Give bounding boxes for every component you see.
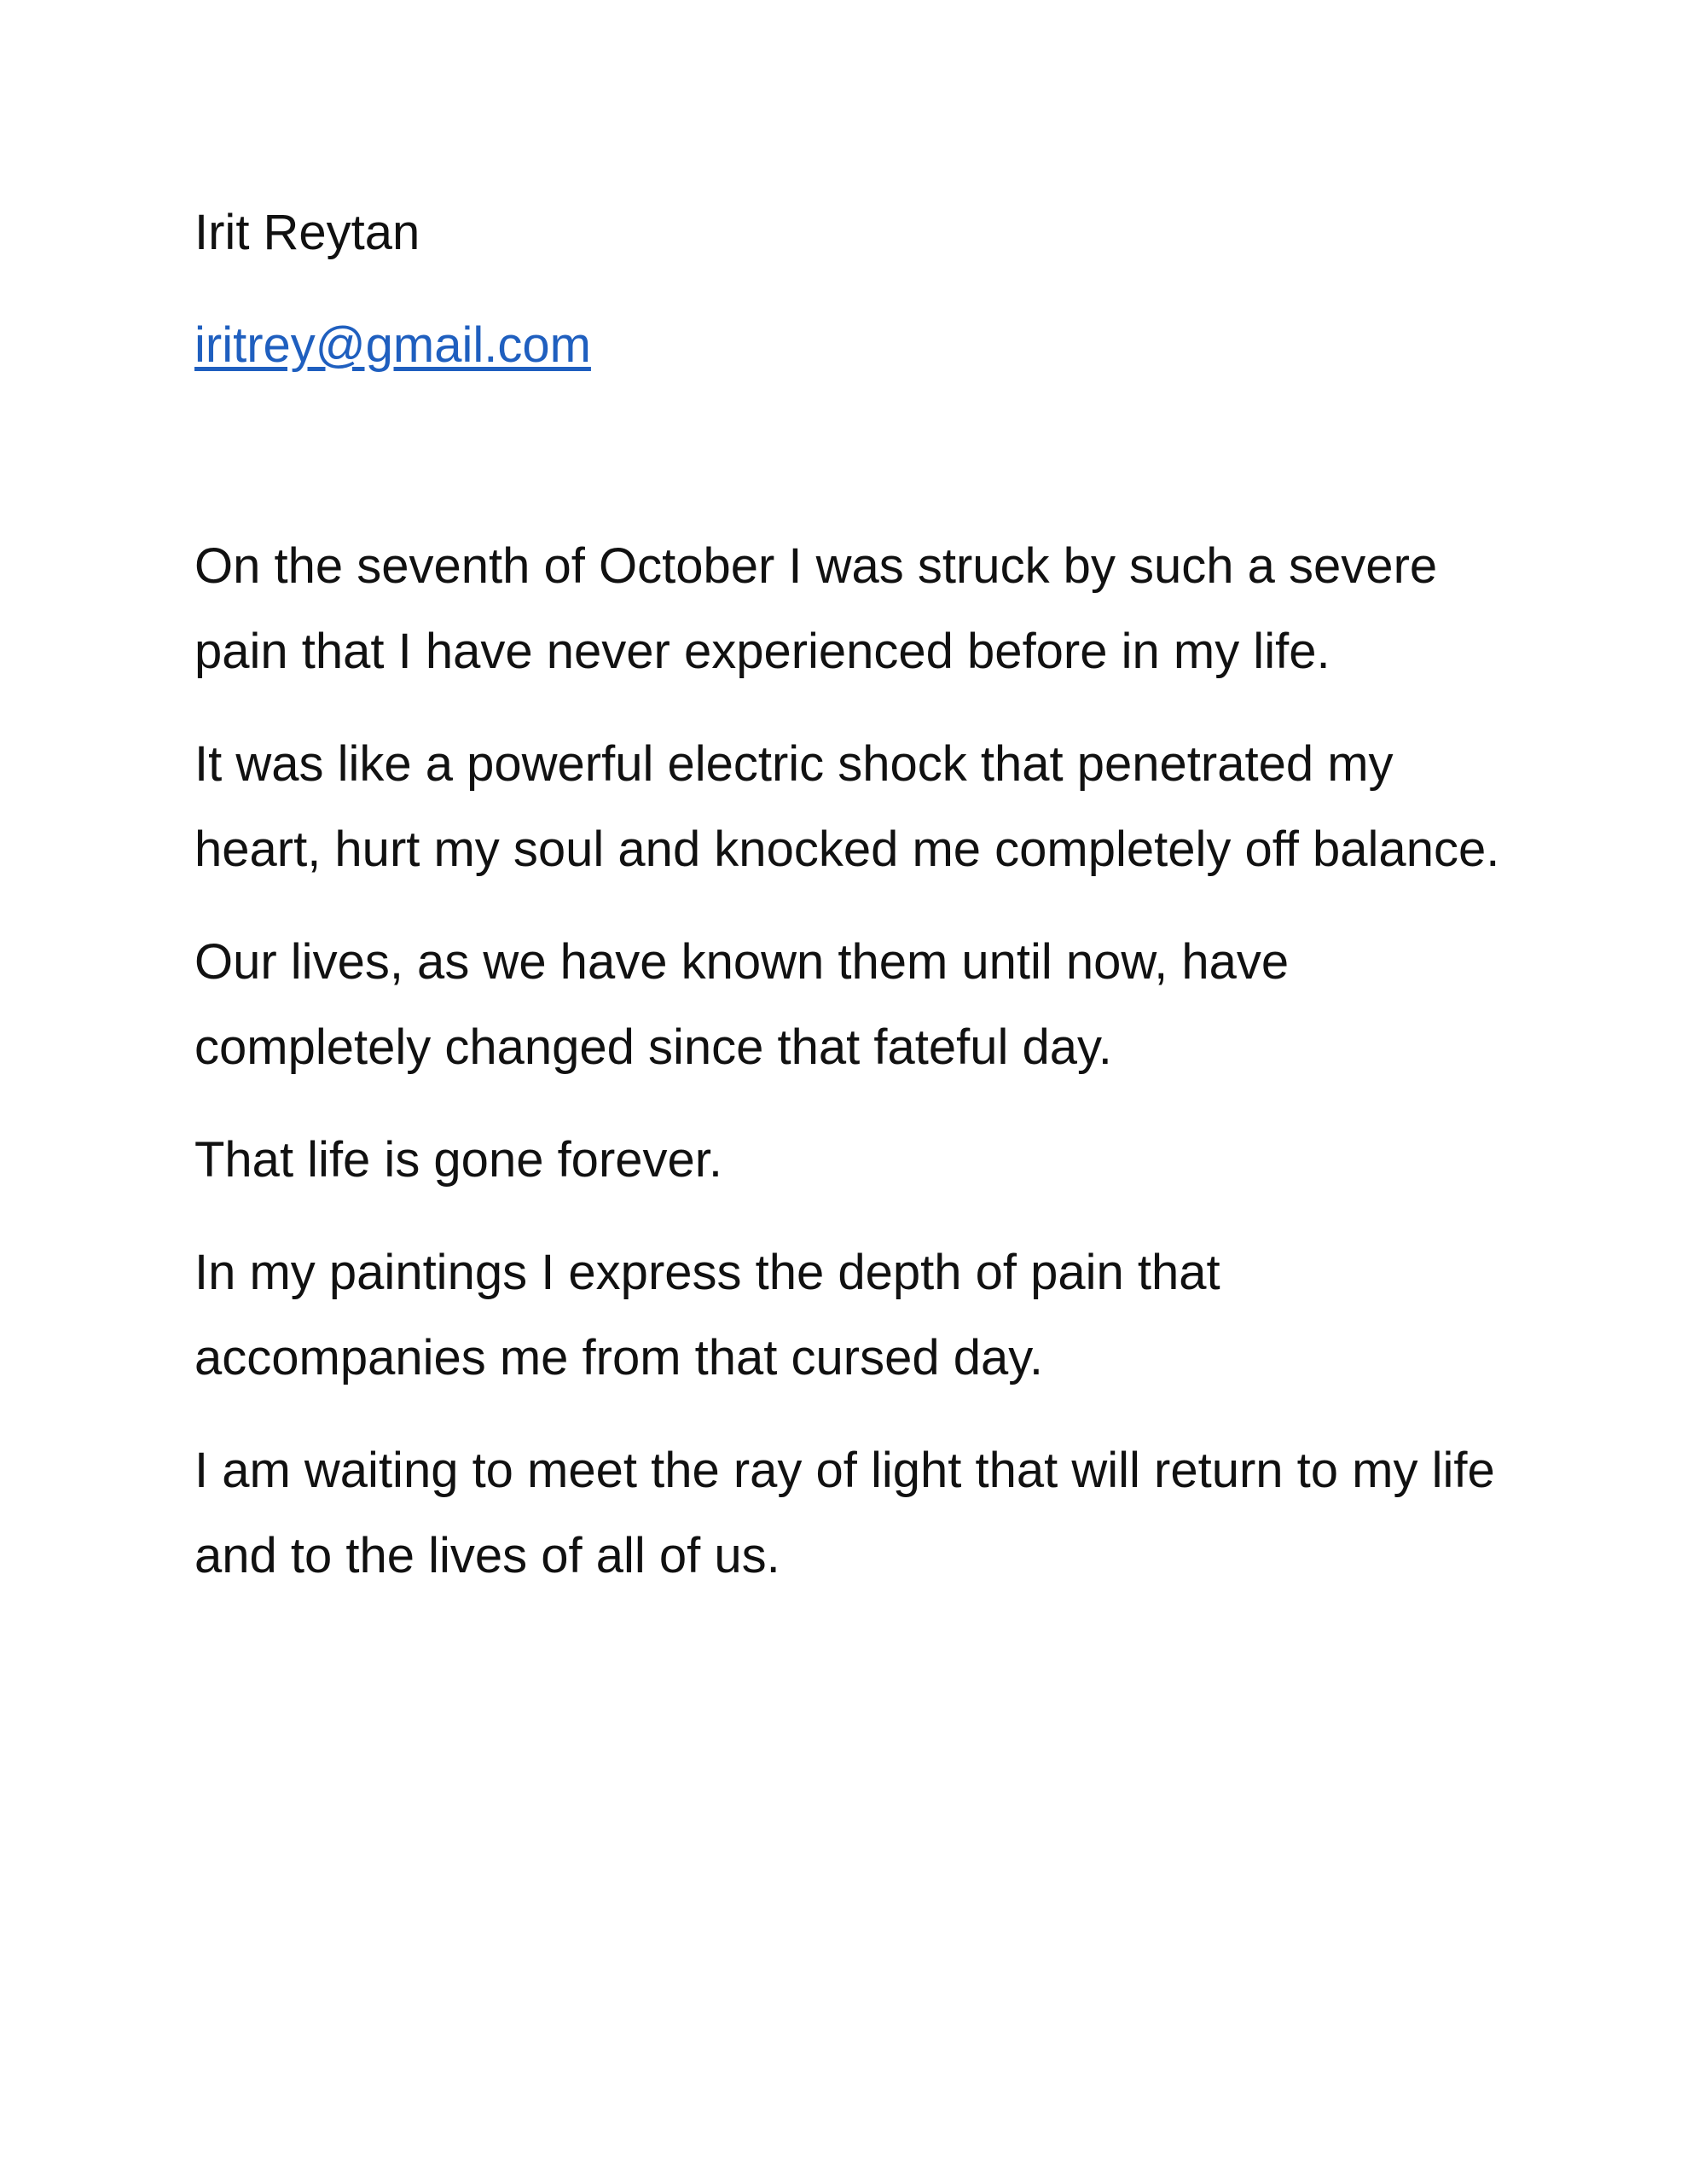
paragraph-6: I am waiting to meet the ray of light that will return to my life and to the lives of all of us. [194,1443,1495,1583]
paragraph-3: Our lives, as we have known them until now, have completely changed since that fateful day. [194,934,1290,1075]
paragraph-5: In my paintings I express the depth of pain that accompanies me from that cursed day. [194,1245,1220,1385]
document-content [194,203,1525,1626]
paragraph-2: It was like a powerful electric shock that penetrated my heart, hurt my soul and knocked me completely off balance. [194,736,1500,877]
paragraph-4: That life is gone forever. [194,1132,722,1188]
paragraph-1: On the seventh of October I was struck by such a severe pain that I have never experienced before in my life. [194,538,1438,679]
author-email-link[interactable]: iritrey@gmail.com [194,317,591,373]
author-name: Irit Reytan [194,205,420,260]
statement-body [194,524,1525,1599]
